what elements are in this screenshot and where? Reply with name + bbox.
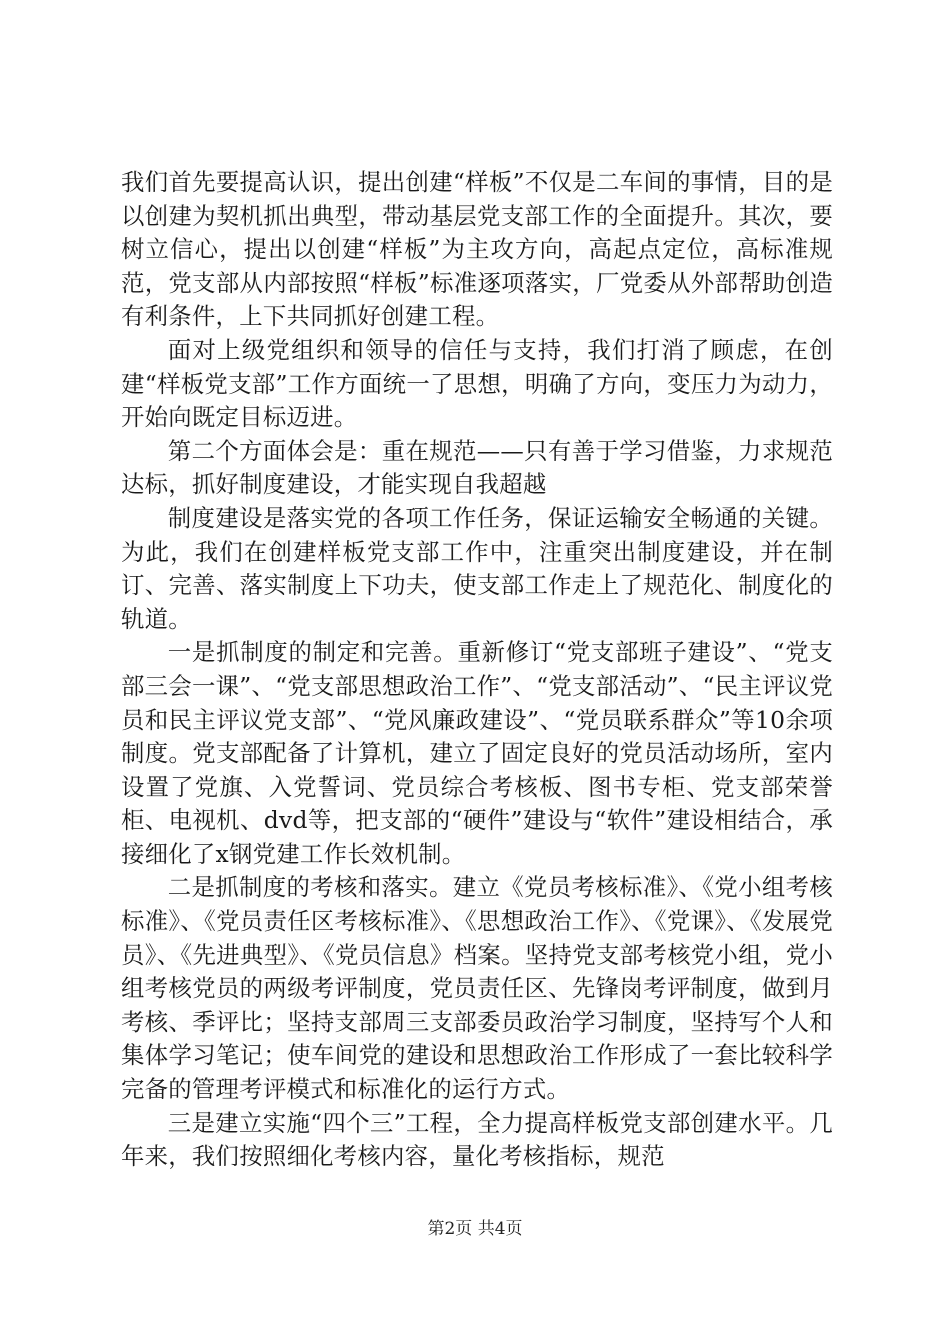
paragraph-point-two: 二是抓制度的考核和落实。建立《党员考核标准》、《党小组考核标准》、《党员责任区考核标准》、《思想政治工作》、《党课》、《发展党员》、《先进典型》、《党员信息》档案。坚持党支部考核党小组，党小组考核党员的两级考评制度，党员责任区、先锋岗考评制度，做到月考核、季评比；坚持支部周三支部委员政治学习制度，坚持写个人和集体学习笔记；使车间党的建设和思想政治工作形成了一套比较科学完备的管理考评模式和标准化的运行方式。	[121, 873, 833, 1104]
paragraph-system-building: 制度建设是落实党的各项工作任务，保证运输安全畅通的关键。为此，我们在创建样板党支部工作中，注重突出制度建设，并在制订、完善、落实制度上下功夫，使支部工作走上了规范化、制度化的轨道。	[121, 503, 833, 633]
page-footer: 第2页 共4页	[427, 1219, 523, 1239]
paragraph-point-one: 一是抓制度的制定和完善。重新修订“党支部班子建设”、“党支部三会一课”、“党支部思想政治工作”、“党支部活动”、“民主评议党员和民主评议党支部”、“党风廉政建设”、“党员联系群众”等10余项制度。党支部配备了计算机，建立了固定良好的党员活动场所，室内设置了党旗、入党誓词、党员综合考核板、图书专柜、党支部荣誉柜、电视机、dvd等，把支部的“硬件”建设与“软件”建设相结合，承接细化了x钢党建工作长效机制。	[121, 638, 833, 868]
paragraph-support: 面对上级党组织和领导的信任与支持，我们打消了顾虑，在创建“样板党支部”工作方面统一了思想，明确了方向，变压力为动力，开始向既定目标迈进。	[121, 335, 833, 432]
paragraph-point-three: 三是建立实施“四个三”工程，全力提高样板党支部创建水平。几年来，我们按照细化考核内容，量化考核指标，规范	[121, 1108, 833, 1171]
paragraph-continuation: 我们首先要提高认识，提出创建“样板”不仅是二车间的事情，目的是以创建为契机抓出典型，带动基层党支部工作的全面提升。其次，要树立信心，提出以创建“样板”为主攻方向，高起点定位，高标准规范，党支部从内部按照“样板”标准逐项落实，厂党委从外部帮助创造有利条件，上下共同抓好创建工程。	[121, 168, 833, 331]
paragraph-second-aspect-heading: 第二个方面体会是：重在规范——只有善于学习借鉴，力求规范达标，抓好制度建设，才能实现自我超越	[121, 436, 833, 499]
document-body	[121, 166, 833, 1174]
